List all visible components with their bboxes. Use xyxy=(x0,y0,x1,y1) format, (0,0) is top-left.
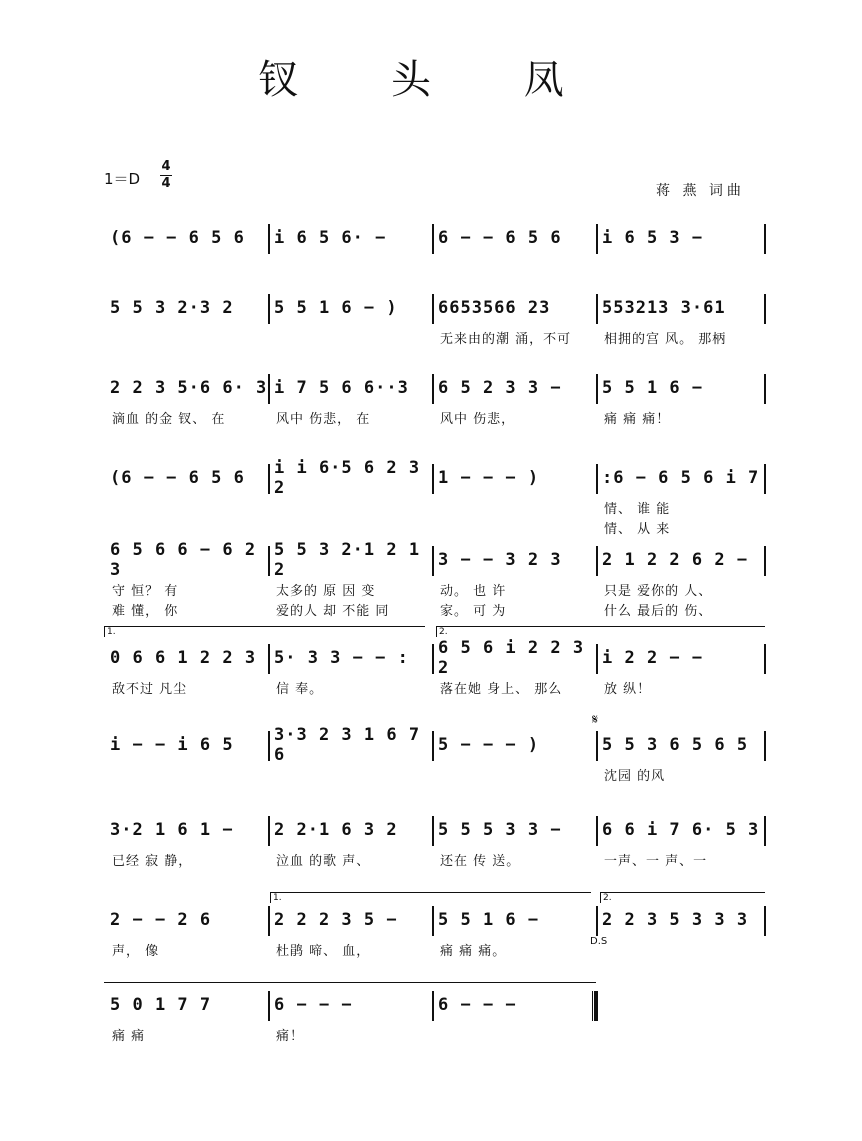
measure xyxy=(602,985,760,1025)
lyric-text: 还在 传 送。 xyxy=(440,854,521,869)
bar-line xyxy=(268,731,270,761)
bar-line xyxy=(268,374,270,404)
lyric-text: 爱的人 却 不能 同 xyxy=(276,604,390,619)
bar-line xyxy=(432,816,434,846)
time-top: 4 xyxy=(161,159,171,174)
staff-row xyxy=(104,985,766,1025)
measure: 5 5 1 6 − ) xyxy=(274,298,398,318)
bar-line xyxy=(764,546,766,576)
lyric-text: 泣血 的歌 声、 xyxy=(276,854,371,869)
volta-2-label: 2. xyxy=(439,627,448,637)
volta-2-bracket-b xyxy=(600,892,765,903)
coda-line xyxy=(104,982,596,983)
staff-row xyxy=(104,288,766,328)
staff-row xyxy=(104,725,766,765)
bar-line xyxy=(764,294,766,324)
measure: i i 6·5 6 2 3 2 xyxy=(274,458,421,498)
measure: 6 5 6 i 2 2 3 2 xyxy=(438,638,585,678)
measure: 5 5 3 2·3 2 xyxy=(110,298,234,318)
measure: :6 − 6 5 6 i 7 xyxy=(602,468,760,488)
author-credit: 蒋 燕 词曲 xyxy=(656,183,745,199)
bar-line xyxy=(596,464,598,494)
volta-1-brackets xyxy=(104,626,425,637)
song-title: 钗 头 凤 xyxy=(258,57,604,103)
staff-row xyxy=(104,368,766,408)
measure: 5 − − − ) xyxy=(438,735,540,755)
staff-row xyxy=(104,900,766,940)
staff-row xyxy=(104,638,766,678)
bar-line xyxy=(596,906,598,936)
measure: 6 5 6 6 − 6 2 3 xyxy=(110,540,257,580)
lyric-text: 痛！ xyxy=(276,1029,305,1044)
lyric-text: 风中 伤悲， xyxy=(440,412,516,427)
bar-line xyxy=(596,546,598,576)
staff-row xyxy=(104,218,766,258)
measure: i 2 2 − − xyxy=(602,648,704,668)
bar-line xyxy=(432,294,434,324)
measure: 6653566 23 xyxy=(438,298,551,318)
measure: 6 − − − xyxy=(274,995,353,1015)
bar-line xyxy=(596,224,598,254)
measure: 5 5 3 2·1 2 1 2 xyxy=(274,540,421,580)
lyric-text: 难 懂， 你 xyxy=(112,604,179,619)
lyric-text: 落在她 身上、 那么 xyxy=(440,682,563,697)
bar-line xyxy=(596,644,598,674)
lyric-text: 痛 痛 xyxy=(112,1029,146,1044)
staff-row xyxy=(104,458,766,498)
volta-2-brackets xyxy=(436,626,765,637)
bar-line xyxy=(764,644,766,674)
lyric-text: 沈园 的风 xyxy=(604,769,666,784)
measure: 5 5 1 6 − xyxy=(438,910,540,930)
lyric-text: 相拥的宫 风。 那柄 xyxy=(604,332,727,347)
bar-line xyxy=(764,731,766,761)
lyric-text: 只是 爱你的 人、 xyxy=(604,584,713,599)
bar-line xyxy=(268,991,270,1021)
measure: 3·3 2 3 1 6 7 6 xyxy=(274,725,421,765)
bar-line xyxy=(764,816,766,846)
bar-line xyxy=(596,731,598,761)
lyric-text: 动。 也 许 xyxy=(440,584,507,599)
lyric-text: 杜鹃 啼、 血， xyxy=(276,944,371,959)
bar-line xyxy=(432,906,434,936)
lyric-text: 守 恒？ 有 xyxy=(112,584,179,599)
measure: 1 − − − ) xyxy=(438,468,540,488)
key-signature: 1＝D xyxy=(104,170,141,188)
measure: 3·2 1 6 1 − xyxy=(110,820,234,840)
measure: 6 6 i 7 6· 5 3 xyxy=(602,820,760,840)
bar-line xyxy=(268,224,270,254)
measure: 5 5 5 3 3 − xyxy=(438,820,562,840)
measure: 0 6 6 1 2 2 3 xyxy=(110,648,257,668)
volta-1-label: 1. xyxy=(107,627,116,637)
lyric-text: 放 纵！ xyxy=(604,682,652,697)
lyric-text: 情、 谁 能 xyxy=(604,502,671,517)
lyric-text: 滴血 的金 钗、 在 xyxy=(112,412,226,427)
measure: i 6 5 3 − xyxy=(602,228,704,248)
lyric-text: 情、 从 来 xyxy=(604,522,671,537)
lyric-text: 敌不过 凡尘 xyxy=(112,682,188,697)
measure: 2 − − 2 6 xyxy=(110,910,212,930)
measure: (6 − − 6 5 6 xyxy=(110,468,245,488)
measure: 2 2 2 3 5 − xyxy=(274,910,398,930)
bar-line xyxy=(268,906,270,936)
lyric-text: 太多的 原 因 变 xyxy=(276,584,376,599)
volta-2b-label: 2. xyxy=(603,893,612,903)
measure: (6 − − 6 5 6 xyxy=(110,228,245,248)
bar-line xyxy=(764,906,766,936)
bar-line xyxy=(764,224,766,254)
bar-line xyxy=(764,374,766,404)
lyric-text: 声， 像 xyxy=(112,944,160,959)
measure: 6 5 2 3 3 − xyxy=(438,378,562,398)
bar-line xyxy=(268,546,270,576)
lyric-text: 无来由的潮 涌，不可 xyxy=(440,332,572,347)
lyric-text: 已经 寂 静， xyxy=(112,854,193,869)
bar-line xyxy=(432,224,434,254)
measure: 5 5 1 6 − xyxy=(602,378,704,398)
volta-1-bracket-b xyxy=(270,892,591,903)
bar-line xyxy=(268,464,270,494)
time-bottom: 4 xyxy=(161,176,171,191)
bar-line xyxy=(432,464,434,494)
bar-line xyxy=(268,644,270,674)
bar-line xyxy=(432,644,434,674)
lyric-text: 一声、一 声、一 xyxy=(604,854,708,869)
measure: 2 1 2 2 6 2 − xyxy=(602,550,749,570)
bar-line xyxy=(596,374,598,404)
measure: i 6 5 6· − xyxy=(274,228,387,248)
lyric-text: 风中 伤悲， 在 xyxy=(276,412,371,427)
final-bar-line xyxy=(592,991,598,1021)
measure: 5 0 1 7 7 xyxy=(110,995,212,1015)
bar-line xyxy=(432,731,434,761)
measure: 553213 3·61 xyxy=(602,298,726,318)
measure: 2 2 3 5·6 6· 3 xyxy=(110,378,268,398)
measure: 5· 3 3 − − : xyxy=(274,648,409,668)
measure: 6 − − − xyxy=(438,995,517,1015)
staff-row xyxy=(104,810,766,850)
bar-line xyxy=(764,464,766,494)
measure: 6 − − 6 5 6 xyxy=(438,228,562,248)
bar-line xyxy=(432,991,434,1021)
lyric-text: 痛 痛 痛！ xyxy=(604,412,671,427)
measure: 2 2 3 5 3 3 3 xyxy=(602,910,749,930)
lyric-text: 信 奉。 xyxy=(276,682,324,697)
bar-line xyxy=(432,374,434,404)
measure: i − − i 6 5 xyxy=(110,735,234,755)
measure: 2 2·1 6 3 2 xyxy=(274,820,398,840)
staff-row xyxy=(104,540,766,580)
time-signature xyxy=(160,160,172,191)
ds-mark: D.S xyxy=(590,936,608,947)
lyric-text: 什么 最后的 伤、 xyxy=(604,604,713,619)
measure: i 7 5 6 6··3 xyxy=(274,378,409,398)
lyric-text: 痛 痛 痛。 xyxy=(440,944,507,959)
bar-line xyxy=(596,816,598,846)
segno-icon: 𝄋 xyxy=(592,712,599,728)
bar-line xyxy=(596,294,598,324)
measure: 3 − − 3 2 3 xyxy=(438,550,562,570)
lyric-text: 家。 可 为 xyxy=(440,604,507,619)
volta-1b-label: 1. xyxy=(273,893,282,903)
bar-line xyxy=(268,816,270,846)
bar-line xyxy=(432,546,434,576)
measure: 5 5 3 6 5 6 5 xyxy=(602,735,749,755)
bar-line xyxy=(268,294,270,324)
